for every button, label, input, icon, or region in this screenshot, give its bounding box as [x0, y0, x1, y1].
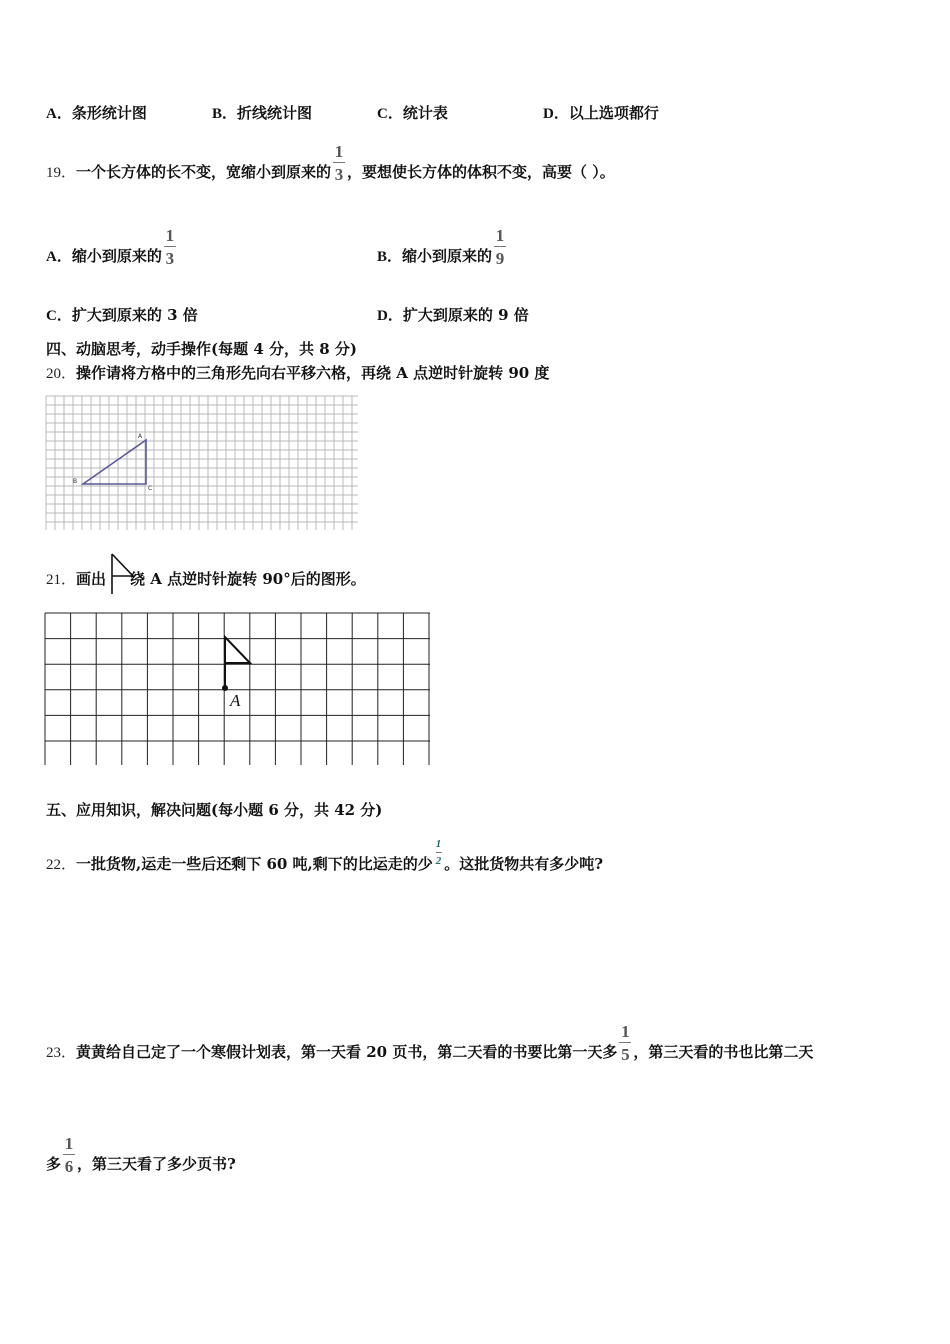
q19-option-d: D．扩大到原来的 9 倍: [377, 306, 529, 324]
q19-option-a-fraction: $\frac{1}{3}$: [165, 226, 175, 268]
q18-option-d: D．以上选项都行: [543, 104, 659, 122]
q23-line-2: 多 $\frac{1}{6}$ ，第三天看了多少页书?: [46, 1134, 236, 1176]
q19-fraction: $\frac{1}{3}$: [334, 142, 344, 184]
section-5-title: 五、应用知识，解决问题(每小题 6 分，共 42 分): [46, 801, 383, 819]
q23-fraction-1: $\frac{1}{5}$: [621, 1022, 630, 1064]
q21-stem: 21．画出 绕 A 点逆时针旋转 90°后的图形。: [46, 570, 366, 588]
q22-stem: 22．一批货物,运走一些后还剩下 60 吨,剩下的比运走的少 $\frac{1}{2}$ 。这批货物共有多少吨?: [46, 838, 604, 873]
q21-point-a: [222, 685, 228, 691]
q18-option-a: A．条形统计图: [46, 104, 147, 122]
q20-grid-figure: [45, 395, 359, 531]
q18-option-b: B．折线统计图: [212, 104, 313, 122]
q23-line-1: 23．黄黄给自己定了一个寒假计划表，第一天看 20 页书，第二天看的书要比第一天多 $\frac{1}{5}$ ，第三天看的书也比第二天: [46, 1022, 814, 1064]
q20-label-a: A: [138, 433, 143, 440]
q21-inline-flag-icon: [109, 552, 137, 596]
q20-label-b: B: [73, 478, 78, 485]
q20-label-c: C: [148, 485, 153, 492]
q21-flag-shape: [225, 637, 250, 688]
q19-option-c: C．扩大到原来的 3 倍: [46, 306, 198, 324]
section-4-title: 四、动脑思考，动手操作(每题 4 分，共 8 分): [46, 340, 357, 358]
q19-stem: 19．一个长方体的长不变，宽缩小到原来的 $\frac{1}{3}$ ，要想使长方体的体积不变，高要（ ）。: [46, 142, 615, 184]
q19-option-b: B．缩小到原来的 $\frac{1}{9}$: [377, 226, 505, 268]
q23-fraction-2: $\frac{1}{6}$: [64, 1134, 74, 1176]
q21-grid-figure: [44, 612, 432, 768]
q21-label-a: A: [230, 691, 241, 710]
q19-option-a: A．缩小到原来的 $\frac{1}{3}$: [46, 226, 175, 268]
q22-fraction: $\frac{1}{2}$: [435, 838, 442, 867]
q20-stem: 20．操作请将方格中的三角形先向右平移六格，再绕 A 点逆时针旋转 90 度: [46, 364, 550, 382]
q18-option-c: C．统计表: [377, 104, 448, 122]
q19-option-b-fraction: $\frac{1}{9}$: [495, 226, 505, 268]
